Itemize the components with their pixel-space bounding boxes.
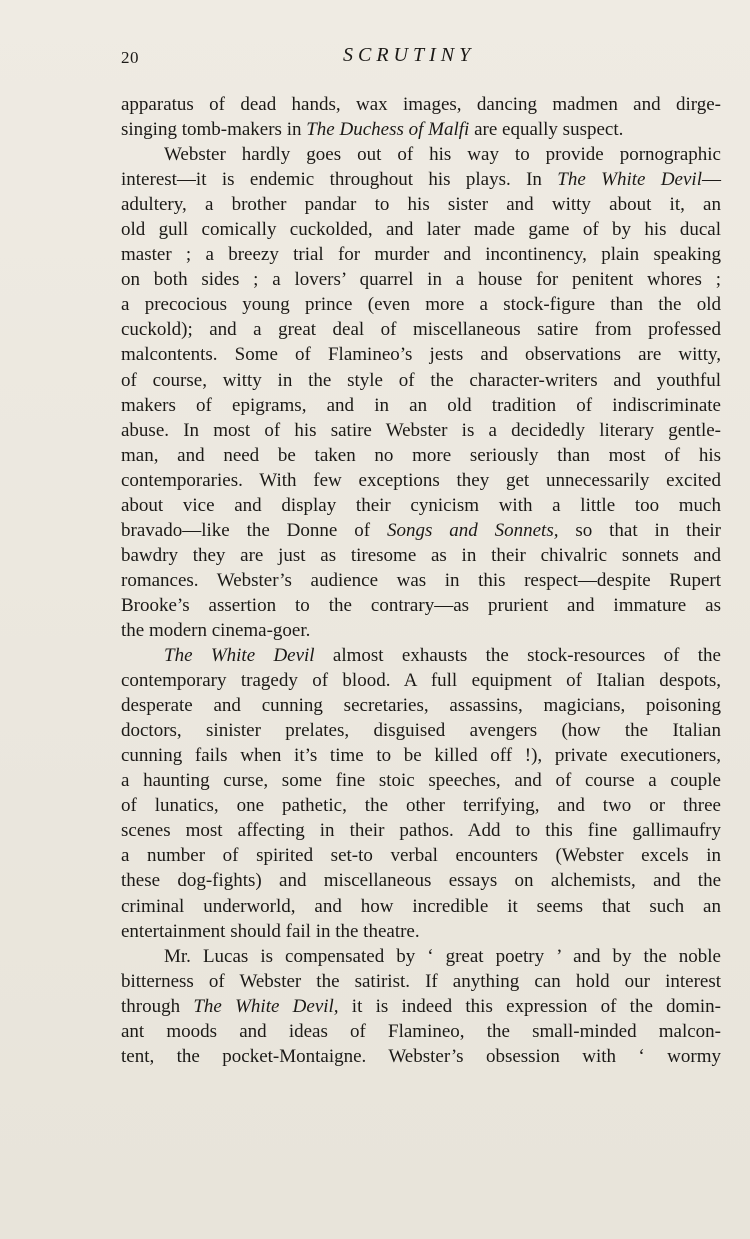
text-line (121, 718, 721, 743)
text-segment: a number of spirited set-to verbal encounters (Webster excels in (121, 845, 721, 867)
text-line (121, 1019, 721, 1044)
text-line (121, 443, 721, 468)
text-line (121, 568, 721, 593)
text-line (121, 468, 721, 493)
text-segment: adultery, a brother pandar to his sister and witty about it, an (121, 194, 721, 216)
text-line (121, 868, 721, 893)
text-line (121, 342, 721, 367)
text-segment: about vice and display their cynicism with a little too much (121, 494, 721, 516)
page-number: 20 (121, 48, 139, 67)
text-segment: — (702, 169, 721, 191)
text-line (121, 192, 721, 217)
text-line (121, 894, 721, 919)
text-line (121, 768, 721, 793)
text-segment: through (121, 995, 194, 1017)
text-line (121, 267, 721, 292)
italic-title: The White Devil, (193, 995, 339, 1017)
text-segment: bitterness of Webster the satirist. If anything can hold our interest (121, 970, 721, 992)
text-segment: almost exhausts the stock-resources of the (314, 645, 721, 667)
text-line (121, 843, 721, 868)
journal-title: SCRUTINY (343, 44, 476, 66)
text-line (121, 217, 721, 242)
italic-title: The White Devil (164, 645, 315, 667)
text-line (121, 418, 721, 443)
italic-title: The White Devil (557, 169, 702, 191)
italic-title: The Duchess of Malfi (306, 119, 470, 141)
body-text (121, 92, 721, 1069)
text-segment: contemporary tragedy of blood. A full equipment of Italian despots, (121, 670, 721, 692)
text-line (121, 593, 721, 618)
text-line (121, 368, 721, 393)
text-segment: master ; a breezy trial for murder and incontinency, plain speaking (121, 244, 721, 266)
text-segment: of lunatics, one pathetic, the other terrifying, and two or three (121, 795, 721, 817)
text-segment: Webster hardly goes out of his way to provide pornographic (164, 144, 721, 166)
text-segment: these dog-fights) and miscellaneous essays on alchemists, and the (121, 870, 721, 892)
text-segment: Mr. Lucas is compensated by ‘ great poetry ’ and by the noble (164, 945, 721, 967)
text-line (121, 668, 721, 693)
text-line (121, 994, 721, 1019)
text-line (121, 92, 721, 117)
text-segment: tent, the pocket-Montaigne. Webster’s obsession with ‘ wormy (121, 1045, 721, 1067)
text-segment: ant moods and ideas of Flamineo, the small-minded malcon- (121, 1020, 721, 1042)
text-line (121, 292, 721, 317)
text-line (121, 944, 721, 969)
text-segment: interest—it is endemic throughout his plays. In (121, 169, 558, 191)
running-head (121, 44, 721, 70)
text-line (121, 969, 721, 994)
text-line (121, 117, 721, 142)
text-segment: contemporaries. With few exceptions they get unnecessarily excited (121, 469, 721, 491)
text-line (121, 518, 721, 543)
text-line (121, 743, 721, 768)
text-segment: bravado—like the Donne of (121, 519, 387, 541)
text-line (121, 919, 721, 944)
text-line (121, 242, 721, 267)
text-segment: cunning fails when it’s time to be killed off !), private executioners, (121, 745, 721, 767)
text-segment: desperate and cunning secretaries, assassins, magicians, poisoning (121, 695, 721, 717)
text-line (121, 618, 721, 643)
text-segment: on both sides ; a lovers’ quarrel in a house for penitent whores ; (121, 269, 721, 291)
text-segment: a haunting curse, some fine stoic speeches, and of course a couple (121, 770, 721, 792)
text-line (121, 818, 721, 843)
text-line (121, 543, 721, 568)
text-line (121, 167, 721, 192)
text-segment: it is indeed this expression of the domin- (338, 995, 722, 1017)
text-segment: apparatus of dead hands, wax images, dancing madmen and dirge- (121, 94, 721, 115)
text-line (121, 493, 721, 518)
text-line (121, 1044, 721, 1069)
text-segment: of course, witty in the style of the character-writers and youthful (121, 369, 721, 391)
text-line (121, 643, 721, 668)
text-line (121, 793, 721, 818)
text-segment: are equally suspect. (469, 119, 624, 141)
text-line (121, 317, 721, 342)
italic-title: Songs and Sonnets, (386, 519, 559, 541)
text-segment: so that in their (558, 519, 722, 541)
text-line (121, 693, 721, 718)
text-segment: scenes most affecting in their pathos. Add to this fine gallimaufry (121, 820, 721, 842)
text-segment: the modern cinema-goer. (121, 619, 311, 641)
text-segment: makers of epigrams, and in an old tradition of indiscriminate (121, 394, 721, 416)
text-segment: malcontents. Some of Flamineo’s jests and observations are witty, (121, 344, 721, 366)
text-segment: old gull comically cuckolded, and later made game of by his ducal (121, 219, 721, 241)
text-segment: Brooke’s assertion to the contrary—as prurient and immature as (121, 594, 721, 616)
text-segment: entertainment should fail in the theatre. (121, 920, 420, 942)
text-segment: singing tomb-makers in (121, 119, 307, 141)
text-line (121, 142, 721, 167)
text-segment: abuse. In most of his satire Webster is a decidedly literary gentle- (121, 419, 721, 441)
text-segment: a precocious young prince (even more a stock-figure than the old (121, 294, 721, 316)
text-segment: doctors, sinister prelates, disguised avengers (how the Italian (121, 720, 721, 742)
text-line (121, 393, 721, 418)
text-segment: romances. Webster’s audience was in this respect—despite Rupert (121, 569, 721, 591)
text-segment: cuckold); and a great deal of miscellaneous satire from professed (121, 319, 721, 341)
text-segment: bawdry they are just as tiresome as in their chivalric sonnets and (121, 544, 721, 566)
text-segment: man, and need be taken no more seriously than most of his (121, 444, 721, 466)
text-segment: criminal underworld, and how incredible it seems that such an (121, 895, 721, 917)
